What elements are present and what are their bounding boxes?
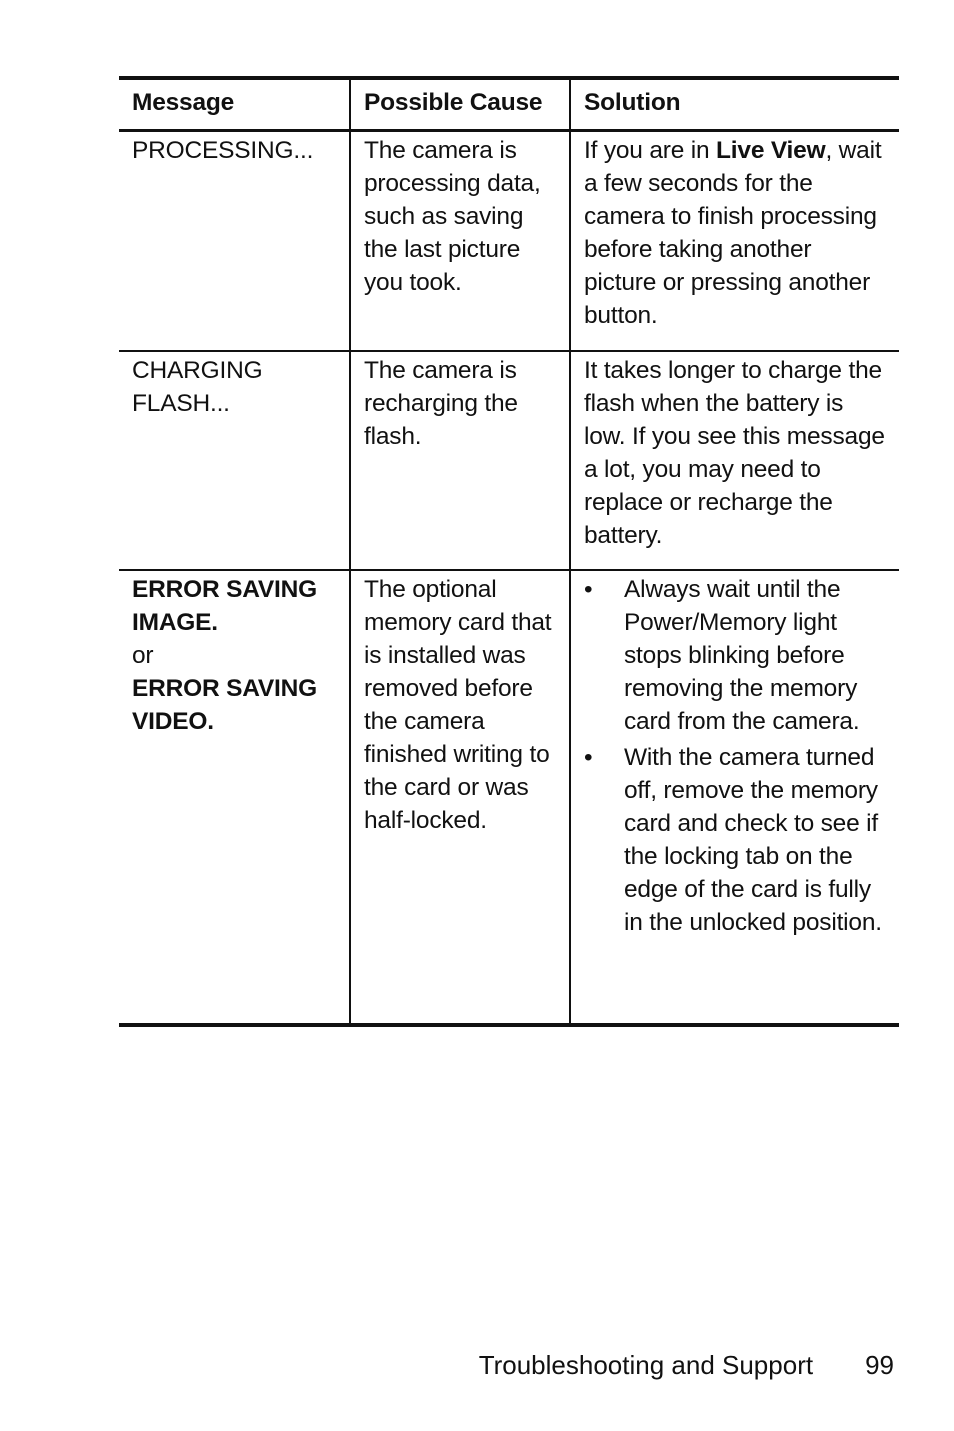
error-messages-table — [119, 76, 899, 1027]
cause-cell: The camera is processing data, such as saving the last picture you took. — [350, 130, 570, 351]
page-number: 99 — [865, 1350, 894, 1380]
message-cell: CHARGING FLASH... — [132, 356, 263, 417]
solution-cell — [570, 130, 899, 351]
or-separator: or — [132, 641, 154, 669]
bullet-text: Always wait until the Power/Memory light stops blinking before removing the memory card from the camera. — [624, 575, 860, 735]
error-saving-image-message: ERROR SAVING IMAGE. — [132, 575, 317, 636]
table-row — [119, 130, 899, 351]
table-row — [119, 351, 899, 570]
error-saving-video-message: ERROR SAVING VIDEO. — [132, 674, 317, 735]
bullet-icon: • — [584, 575, 593, 603]
header-message: Message — [132, 89, 235, 116]
cause-cell: The camera is recharging the flash. — [350, 351, 570, 570]
page-footer — [479, 1348, 894, 1382]
solution-text: , wait a few seconds for the camera to finish processing before taking another picture or pressing another button. — [584, 136, 882, 329]
cause-cell: The optional memory card that is installed was removed before the camera finished writing to the card or was half-locked. — [350, 570, 570, 1025]
footer-section-title: Troubleshooting and Support — [478, 1350, 814, 1380]
message-cell — [119, 570, 350, 1025]
solution-cell — [570, 570, 899, 1025]
list-item — [584, 573, 887, 738]
solution-bullet-list — [584, 573, 887, 939]
header-possible-cause: Possible Cause — [350, 78, 570, 130]
header-solution: Solution — [570, 78, 899, 130]
bullet-icon: • — [584, 743, 593, 771]
live-view-term: Live View — [716, 136, 826, 164]
solution-cell: It takes longer to charge the flash when the battery is low. If you see this message a lot, you may need to replace or recharge the battery. — [570, 351, 899, 570]
table-row — [119, 570, 899, 1025]
bullet-text: With the camera turned off, remove the memory card and check to see if the locking tab on the edge of the card is fully in the unlocked position. — [624, 743, 882, 936]
list-item — [584, 741, 887, 939]
message-cell: PROCESSING... — [132, 136, 314, 164]
solution-text: If you are in — [584, 136, 717, 164]
table-header-row — [119, 78, 899, 130]
